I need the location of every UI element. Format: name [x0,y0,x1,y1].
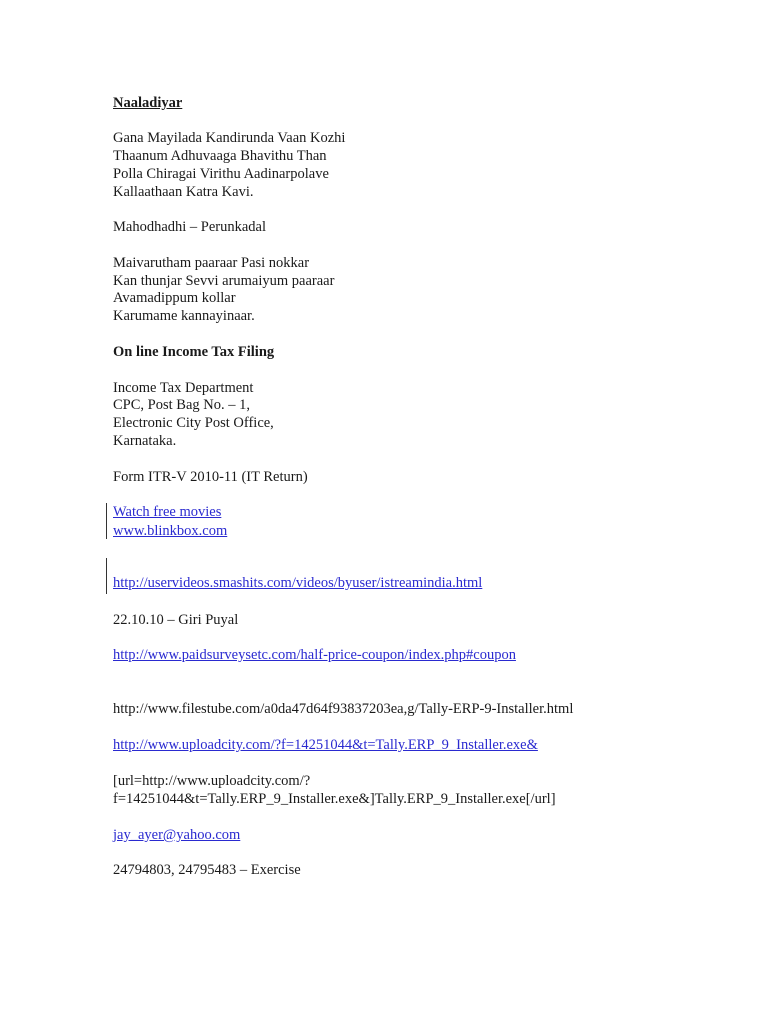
filestube-line: http://www.filestube.com/a0da47d64f93837203ea,g/Tally-ERP-9-Installer.html [113,701,574,717]
poem2-line-2: Kan thunjar Sevvi arumaiyum paaraar [113,273,335,289]
form-itr-line: Form ITR-V 2010-11 (IT Return) [113,469,308,485]
poem1-line-3: Polla Chiragai Virithu Aadinarpolave [113,166,329,182]
change-bar [106,503,107,539]
bbcode-line-1: [url=http://www.uploadcity.com/? [113,773,311,789]
phones-line: 24794803, 24795483 – Exercise [113,862,301,878]
paidsurveys-link[interactable]: http://www.paidsurveysetc.com/half-price-coupon/index.php#coupon [113,647,516,663]
poem1-line-1: Gana Mayilada Kandirunda Vaan Kozhi [113,130,346,146]
bbcode-line-2: f=14251044&t=Tally.ERP_9_Installer.exe&]Tally.ERP_9_Installer.exe[/url] [113,791,556,807]
address-line-2: CPC, Post Bag No. – 1, [113,397,250,413]
poem2-line-4: Karumame kannayinaar. [113,308,255,324]
change-bar [106,558,107,594]
address-line-1: Income Tax Department [113,380,254,396]
watch-movies-link[interactable]: Watch free movies [113,504,222,520]
email-link[interactable]: jay_ayer@yahoo.com [113,827,241,843]
giri-puyal-line: 22.10.10 – Giri Puyal [113,612,239,628]
smashits-link[interactable]: http://uservideos.smashits.com/videos/byuser/istreamindia.html [113,575,483,591]
uploadcity-link[interactable]: http://www.uploadcity.com/?f=14251044&t=Tally.ERP_9_Installer.exe& [113,737,538,753]
heading-income-tax: On line Income Tax Filing [113,344,275,360]
gloss-line: Mahodhadhi – Perunkadal [113,219,267,235]
title-naaladiyar: Naaladiyar [113,95,183,111]
poem1-line-4: Kallaathaan Katra Kavi. [113,184,254,200]
blinkbox-link[interactable]: www.blinkbox.com [113,523,228,539]
poem2-line-1: Maivarutham paaraar Pasi nokkar [113,255,310,271]
address-line-4: Karnataka. [113,433,177,449]
poem2-line-3: Avamadippum kollar [113,290,236,306]
poem1-line-2: Thaanum Adhuvaaga Bhavithu Than [113,148,327,164]
address-line-3: Electronic City Post Office, [113,415,274,431]
